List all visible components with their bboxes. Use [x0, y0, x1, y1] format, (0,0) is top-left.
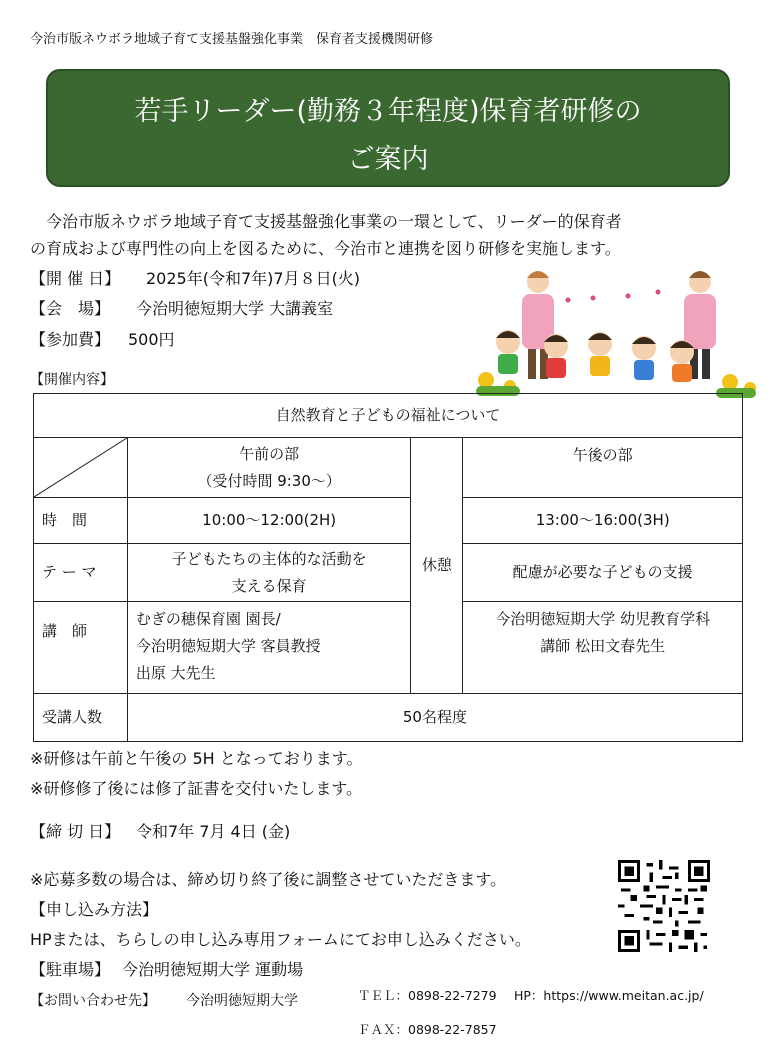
date-value: 2025年(令和7年)7月８日(火) [146, 269, 361, 288]
am-header-line-1: 午前の部 [239, 444, 300, 463]
children-illustration [468, 262, 758, 402]
lecturer-label: 講 師 [34, 602, 128, 694]
am-lecturer [127, 602, 411, 694]
pm-lecturer-line-1: 今治明徳短期大学 幼児教育学科 [495, 610, 711, 628]
am-theme-line-2: 支える保育 [231, 576, 307, 595]
date-label: 【開 催 日】 [30, 269, 121, 288]
title-line-1: 若手リーダー(勤務３年程度)保育者研修の [134, 96, 642, 127]
overflow-note: ※応募多数の場合は、締め切り終了後に調整させていただきます。 [30, 870, 507, 889]
am-theme-line-1: 子どもたちの主体的な活動を [171, 549, 367, 568]
corner-cell [34, 438, 128, 498]
capacity-value: 50名程度 [127, 694, 742, 742]
schedule-table [33, 393, 743, 742]
fee-label: 【参加費】 [30, 330, 111, 349]
content-label: 【開催内容】 [30, 372, 114, 388]
theme-label: テ ー マ [34, 544, 128, 602]
venue-label: 【会 場】 [30, 299, 111, 318]
intro-line-2: の育成および専門性の向上を図るために、今治市と連携を図り研修を実施します。 [30, 239, 621, 258]
parking-label: 【駐車場】 [30, 960, 111, 979]
am-lecturer-line-3: 出原 大先生 [135, 664, 216, 682]
am-theme [127, 544, 411, 602]
pm-lecturer-line-2: 講師 松田文春先生 [540, 637, 666, 655]
fee-value: 500円 [128, 330, 175, 349]
header-text: 今治市版ネウボラ地域子育て支援基盤強化事業 保育者支援機関研修 [30, 32, 434, 47]
time-label: 時 間 [34, 498, 128, 544]
pm-header: 午後の部 [463, 438, 743, 498]
am-header-line-2: （受付時間 9:30～） [197, 471, 341, 490]
theme-header: 自然教育と子どもの福祉について [34, 394, 743, 438]
title-banner [46, 69, 730, 187]
method-text: HPまたは、ちらしの申し込み専用フォームにてお申し込みください。 [30, 930, 531, 949]
intro-line-1: 今治市版ネウボラ地域子育て支援基盤強化事業の一環として、リーダー的保育者 [30, 212, 622, 231]
hp-link[interactable]: HP：https://www.meitan.ac.jp/ [514, 988, 704, 1003]
am-lecturer-line-1: むぎの穂保育園 園長/ [135, 610, 281, 628]
tel-text: ＴＥＬ：0898-22-7279 [358, 988, 497, 1003]
venue-value: 今治明徳短期大学 大講義室 [136, 299, 334, 318]
qr-code[interactable] [618, 860, 710, 952]
contact-label: 【お問い合わせ先】 [30, 993, 156, 1009]
am-lecturer-line-2: 今治明徳短期大学 客員教授 [135, 637, 321, 655]
pm-theme: 配慮が必要な子どもの支援 [463, 544, 743, 602]
am-header [127, 438, 411, 498]
parking-value: 今治明徳短期大学 運動場 [122, 960, 304, 979]
capacity-label: 受講人数 [34, 694, 128, 742]
am-time: 10:00～12:00(2H) [127, 498, 411, 544]
contact-value: 今治明徳短期大学 [186, 993, 298, 1009]
deadline-label: 【締 切 日】 [30, 822, 121, 841]
pm-time: 13:00～16:00(3H) [463, 498, 743, 544]
title-line-2: ご案内 [347, 144, 429, 175]
fax-text: ＦＡＸ：0898-22-7857 [358, 1022, 497, 1037]
method-label: 【申し込み方法】 [30, 900, 159, 919]
note-2: ※研修修了後には修了証書を交付いたします。 [30, 779, 363, 798]
deadline-value: 令和7年 7月 4日 (金) [136, 822, 291, 841]
pm-lecturer [463, 602, 743, 694]
break-cell: 休憩 [411, 438, 463, 694]
note-1: ※研修は午前と午後の 5H となっております。 [30, 749, 363, 768]
